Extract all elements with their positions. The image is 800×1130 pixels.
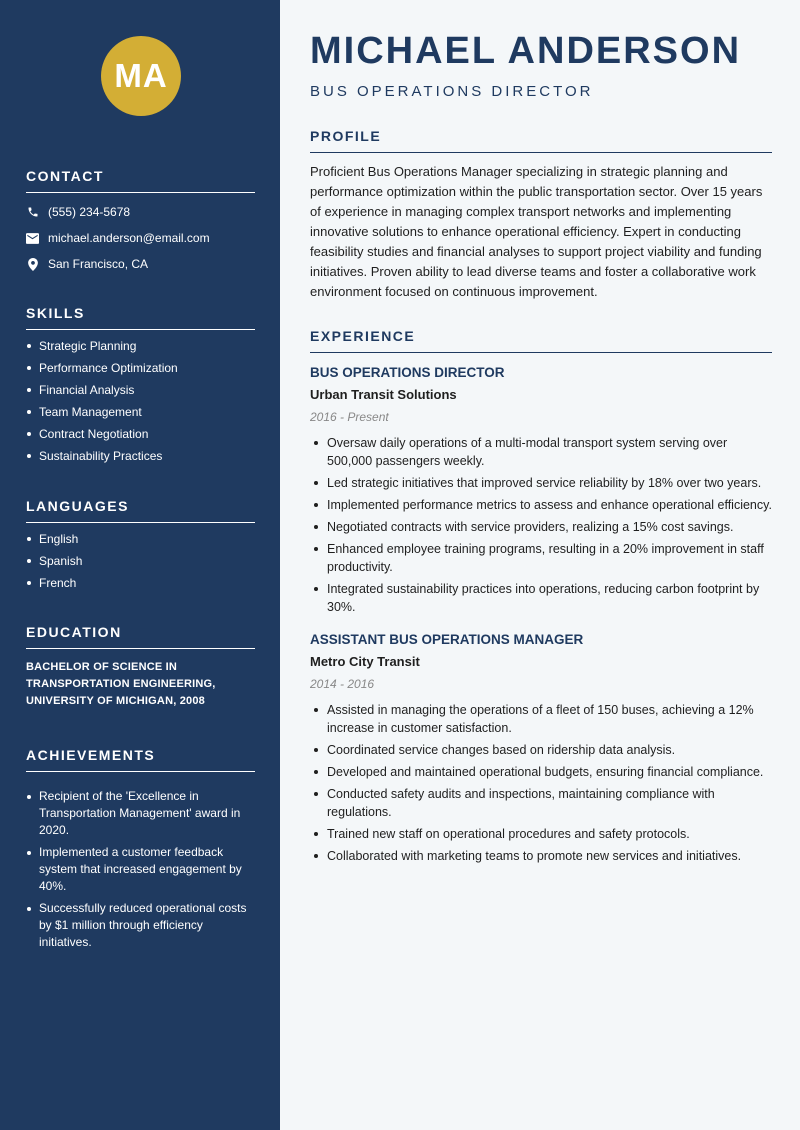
education-section	[26, 624, 255, 710]
job-bullets	[310, 434, 772, 616]
achievements-list	[26, 788, 255, 951]
mail-icon	[26, 232, 39, 245]
list-item: Negotiated contracts with service providers, realizing a 15% cost savings.	[310, 518, 772, 536]
list-item: Strategic Planning	[26, 338, 255, 354]
list-item: English	[26, 531, 255, 547]
contact-phone	[26, 199, 255, 225]
contact-email	[26, 225, 255, 251]
candidate-name: MICHAEL ANDERSON	[310, 30, 742, 72]
list-item: Collaborated with marketing teams to promote new services and initiatives.	[310, 847, 772, 865]
education-title: EDUCATION	[26, 624, 255, 649]
list-item: Oversaw daily operations of a multi-modal transport system serving over 500,000 passengers weekly.	[310, 434, 772, 470]
profile-text: Proficient Bus Operations Manager specializing in strategic planning and performance optimization within the public transportation sector. Over 15 years of experience in managing complex transport networks and implementing innovative solutions to enhance operational efficiency. Expert in conducting feasibility studies and financial analyses to support project viability and funding initiatives. Proven ability to lead diverse teams and foster a collaborative work environment focused on continuous improvement.	[310, 164, 763, 299]
location-pin-icon	[26, 258, 39, 271]
list-item: Trained new staff on operational procedures and safety protocols.	[310, 825, 772, 843]
job-entry	[310, 365, 772, 616]
list-item: Spanish	[26, 553, 255, 569]
profile-title: PROFILE	[310, 128, 772, 153]
education-degree: BACHELOR OF SCIENCE IN TRANSPORTATION ENGINEERING, UNIVERSITY OF MICHIGAN, 2008	[26, 661, 216, 707]
sidebar	[0, 0, 280, 1130]
contact-list	[26, 199, 255, 277]
list-item: Implemented performance metrics to assess and enhance operational efficiency.	[310, 496, 772, 514]
experience-title: EXPERIENCE	[310, 328, 772, 353]
list-item: Recipient of the 'Excellence in Transportation Management' award in 2020.	[26, 788, 255, 839]
achievements-title: ACHIEVEMENTS	[26, 747, 255, 772]
job-dates: 2014 - 2016	[310, 677, 375, 691]
job-dates: 2016 - Present	[310, 410, 389, 424]
languages-title: LANGUAGES	[26, 498, 255, 523]
list-item: Led strategic initiatives that improved service reliability by 18% over two years.	[310, 474, 772, 492]
languages-list	[26, 531, 255, 591]
candidate-role: BUS OPERATIONS DIRECTOR	[310, 83, 594, 100]
location-text: San Francisco, CA	[48, 257, 149, 271]
list-item: Contract Negotiation	[26, 426, 255, 442]
list-item: Implemented a customer feedback system that increased engagement by 40%.	[26, 844, 255, 895]
contact-title: CONTACT	[26, 168, 255, 193]
contact-location	[26, 251, 255, 277]
achievements-section	[26, 747, 255, 956]
job-company: Metro City Transit	[310, 654, 420, 669]
skills-title: SKILLS	[26, 305, 255, 330]
list-item: Sustainability Practices	[26, 448, 255, 464]
job-title: BUS OPERATIONS DIRECTOR	[310, 365, 505, 380]
list-item: Developed and maintained operational budgets, ensuring financial compliance.	[310, 763, 772, 781]
contact-section	[26, 168, 255, 277]
profile-section	[310, 128, 772, 302]
list-item: Coordinated service changes based on ridership data analysis.	[310, 741, 772, 759]
list-item: Conducted safety audits and inspections, maintaining compliance with regulations.	[310, 785, 772, 821]
list-item: Performance Optimization	[26, 360, 255, 376]
email-text[interactable]: michael.anderson@email.com	[48, 231, 210, 245]
phone-icon	[26, 206, 39, 219]
list-item: Assisted in managing the operations of a fleet of 150 buses, achieving a 12% increase in customer satisfaction.	[310, 701, 772, 737]
list-item: Team Management	[26, 404, 255, 420]
languages-section	[26, 498, 255, 597]
avatar: MA	[101, 36, 181, 116]
list-item: Enhanced employee training programs, resulting in a 20% improvement in staff productivity.	[310, 540, 772, 576]
list-item: Integrated sustainability practices into operations, reducing carbon footprint by 30%.	[310, 580, 772, 616]
job-title: ASSISTANT BUS OPERATIONS MANAGER	[310, 632, 584, 647]
skills-list	[26, 338, 255, 464]
experience-section	[310, 328, 772, 869]
phone-text[interactable]: (555) 234-5678	[48, 205, 131, 219]
list-item: French	[26, 575, 255, 591]
job-entry	[310, 632, 772, 865]
job-bullets	[310, 701, 772, 865]
skills-section	[26, 305, 255, 470]
list-item: Financial Analysis	[26, 382, 255, 398]
job-company: Urban Transit Solutions	[310, 387, 457, 402]
list-item: Successfully reduced operational costs by $1 million through efficiency initiatives.	[26, 900, 255, 951]
